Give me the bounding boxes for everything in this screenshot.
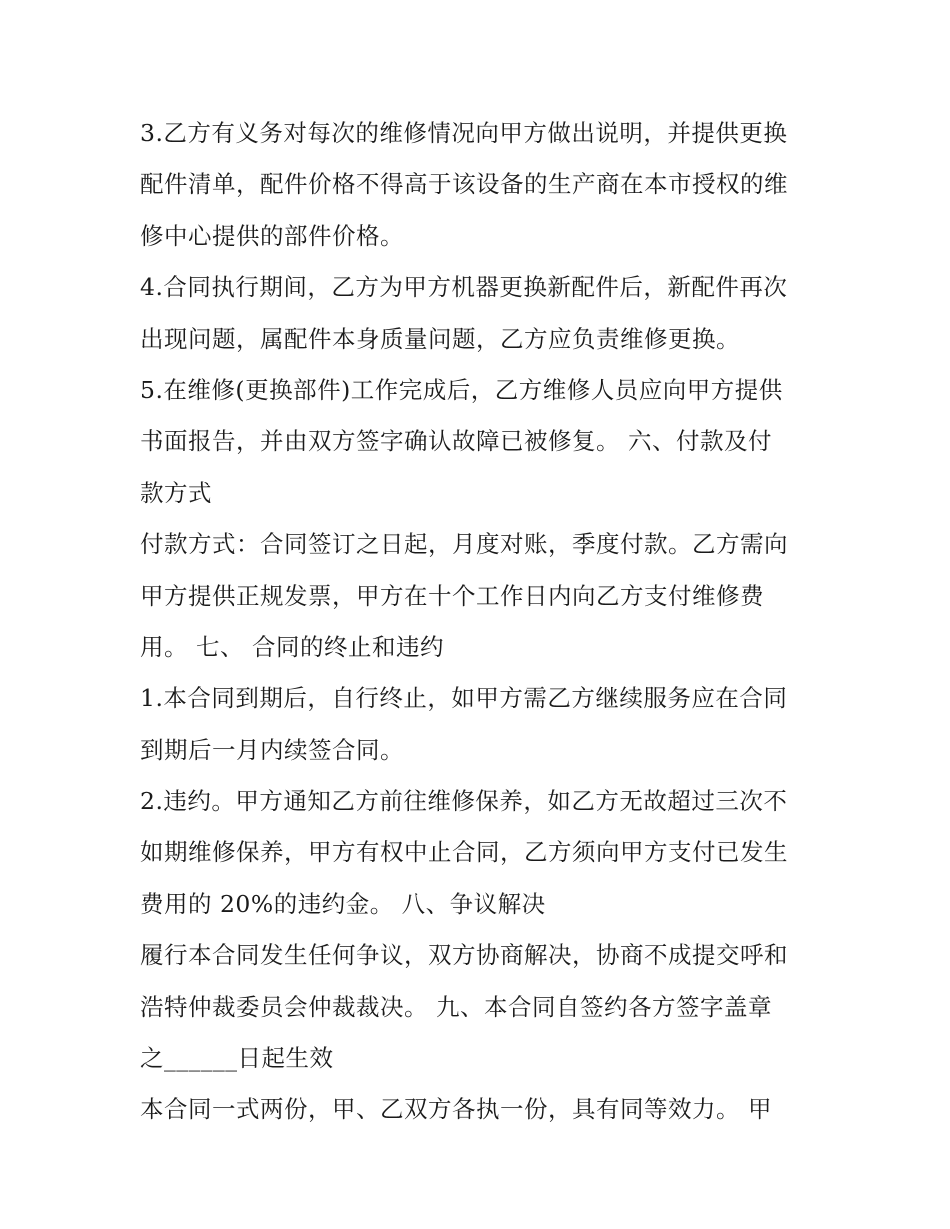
text-line: 1.本合同到期后，自行终止，如甲方需乙方继续服务应在合同 [140,684,788,713]
text-line: 履行本合同发生任何争议，双方协商解决，协商不成提交呼和 [140,941,788,970]
text-line: 甲方提供正规发票，甲方在十个工作日内向乙方支付维修费 [140,581,764,610]
text-line: 费用的 20%的违约金。 八、争议解决 [140,889,546,918]
text-line: 修中心提供的部件价格。 [140,221,404,250]
text-line: 3.乙方有义务对每次的维修情况向甲方做出说明，并提供更换 [140,119,788,147]
text-line: 款方式 [140,478,212,507]
text-line: 付款方式：合同签订之日起，月度对账，季度付款。乙方需向 [140,530,788,559]
text-line: 用。 七、 合同的终止和违约 [140,632,444,661]
text-line: 书面报告，并由双方签字确认故障已被修复。 六、付款及付 [140,427,772,456]
text-line: 如期维修保养，甲方有权中止合同，乙方须向甲方支付已发生 [140,838,788,867]
text-line: 4.合同执行期间，乙方为甲方机器更换新配件后，新配件再次 [140,273,788,302]
document-body [140,108,820,1136]
text-line: 5.在维修(更换部件)工作完成后，乙方维修人员应向甲方提供 [140,375,783,404]
text-line: 本合同一式两份，甲、乙双方各执一份，具有同等效力。 甲 [140,1095,772,1124]
text-line: 出现问题，属配件本身质量问题，乙方应负责维修更换。 [140,324,740,353]
text-line: 浩特仲裁委员会仲裁裁决。 九、本合同自签约各方签字盖章 [140,992,772,1021]
text-line: 到期后一月内续签合同。 [140,735,404,764]
text-line: 配件清单，配件价格不得高于该设备的生产商在本市授权的维 [140,170,788,199]
text-line: 2.违约。甲方通知乙方前往维修保养，如乙方无故超过三次不 [140,787,788,816]
text-line: 之______日起生效 [140,1044,334,1073]
